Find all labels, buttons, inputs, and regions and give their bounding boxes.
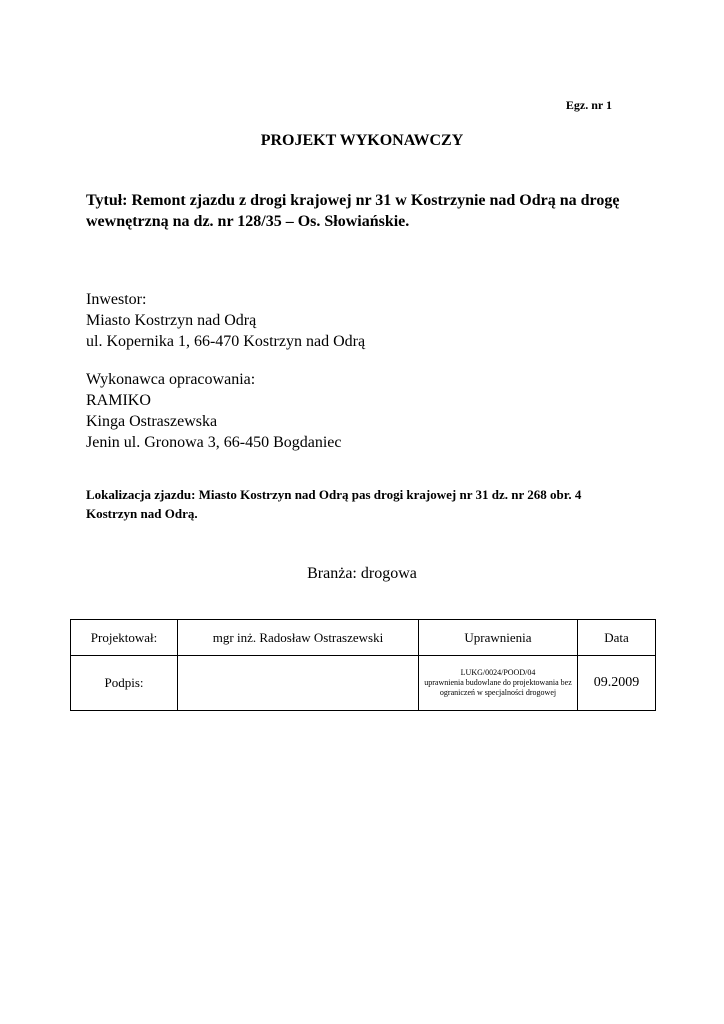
table-row <box>71 656 656 711</box>
investor-label: Inwestor: <box>86 291 147 308</box>
table-row <box>71 620 656 656</box>
permission-description: uprawnienia budowlane do projektowania bez ograniczeń w specjalności drogowej <box>424 678 572 697</box>
industry-text: Branża: drogowa <box>307 565 417 582</box>
copy-number: Egz. nr 1 <box>565 98 612 112</box>
date-value: 09.2009 <box>578 656 656 711</box>
permissions-label: Uprawnienia <box>419 620 578 656</box>
contractor-label: Wykonawca opracowania: <box>86 371 256 388</box>
designed-label: Projektował: <box>71 620 178 656</box>
contractor-address: Jenin ul. Gronowa 3, 66-450 Bogdaniec <box>86 434 342 451</box>
contractor-person: Kinga Ostraszewska <box>86 413 218 430</box>
investor-block <box>86 289 646 352</box>
signature-table <box>70 619 656 711</box>
investor-address: ul. Kopernika 1, 66-470 Kostrzyn nad Odrą <box>86 333 366 350</box>
project-title: Tytuł: Remont zjazdu z drogi krajowej nr 31 w Kostrzynie nad Odrą na drogę wewnętrzną na dz. nr 128/35 – Os. Słowiańskie. <box>86 192 620 230</box>
signature-field <box>178 656 419 711</box>
contractor-block <box>86 369 646 453</box>
location-text: Lokalizacja zjazdu: Miasto Kostrzyn nad Odrą pas drogi krajowej nr 31 dz. nr 268 obr. 4 Kostrzyn nad Odrą. <box>86 487 582 521</box>
permission-number: LUKG/0024/POOD/04 <box>460 668 536 677</box>
contractor-company: RAMIKO <box>86 392 151 409</box>
investor-name: Miasto Kostrzyn nad Odrą <box>86 312 257 329</box>
date-label: Data <box>578 620 656 656</box>
signature-label: Podpis: <box>71 656 178 711</box>
designer-name: mgr inż. Radosław Ostraszewski <box>178 620 419 656</box>
document-title: PROJEKT WYKONAWCZY <box>260 132 464 149</box>
permission-details <box>419 656 578 711</box>
